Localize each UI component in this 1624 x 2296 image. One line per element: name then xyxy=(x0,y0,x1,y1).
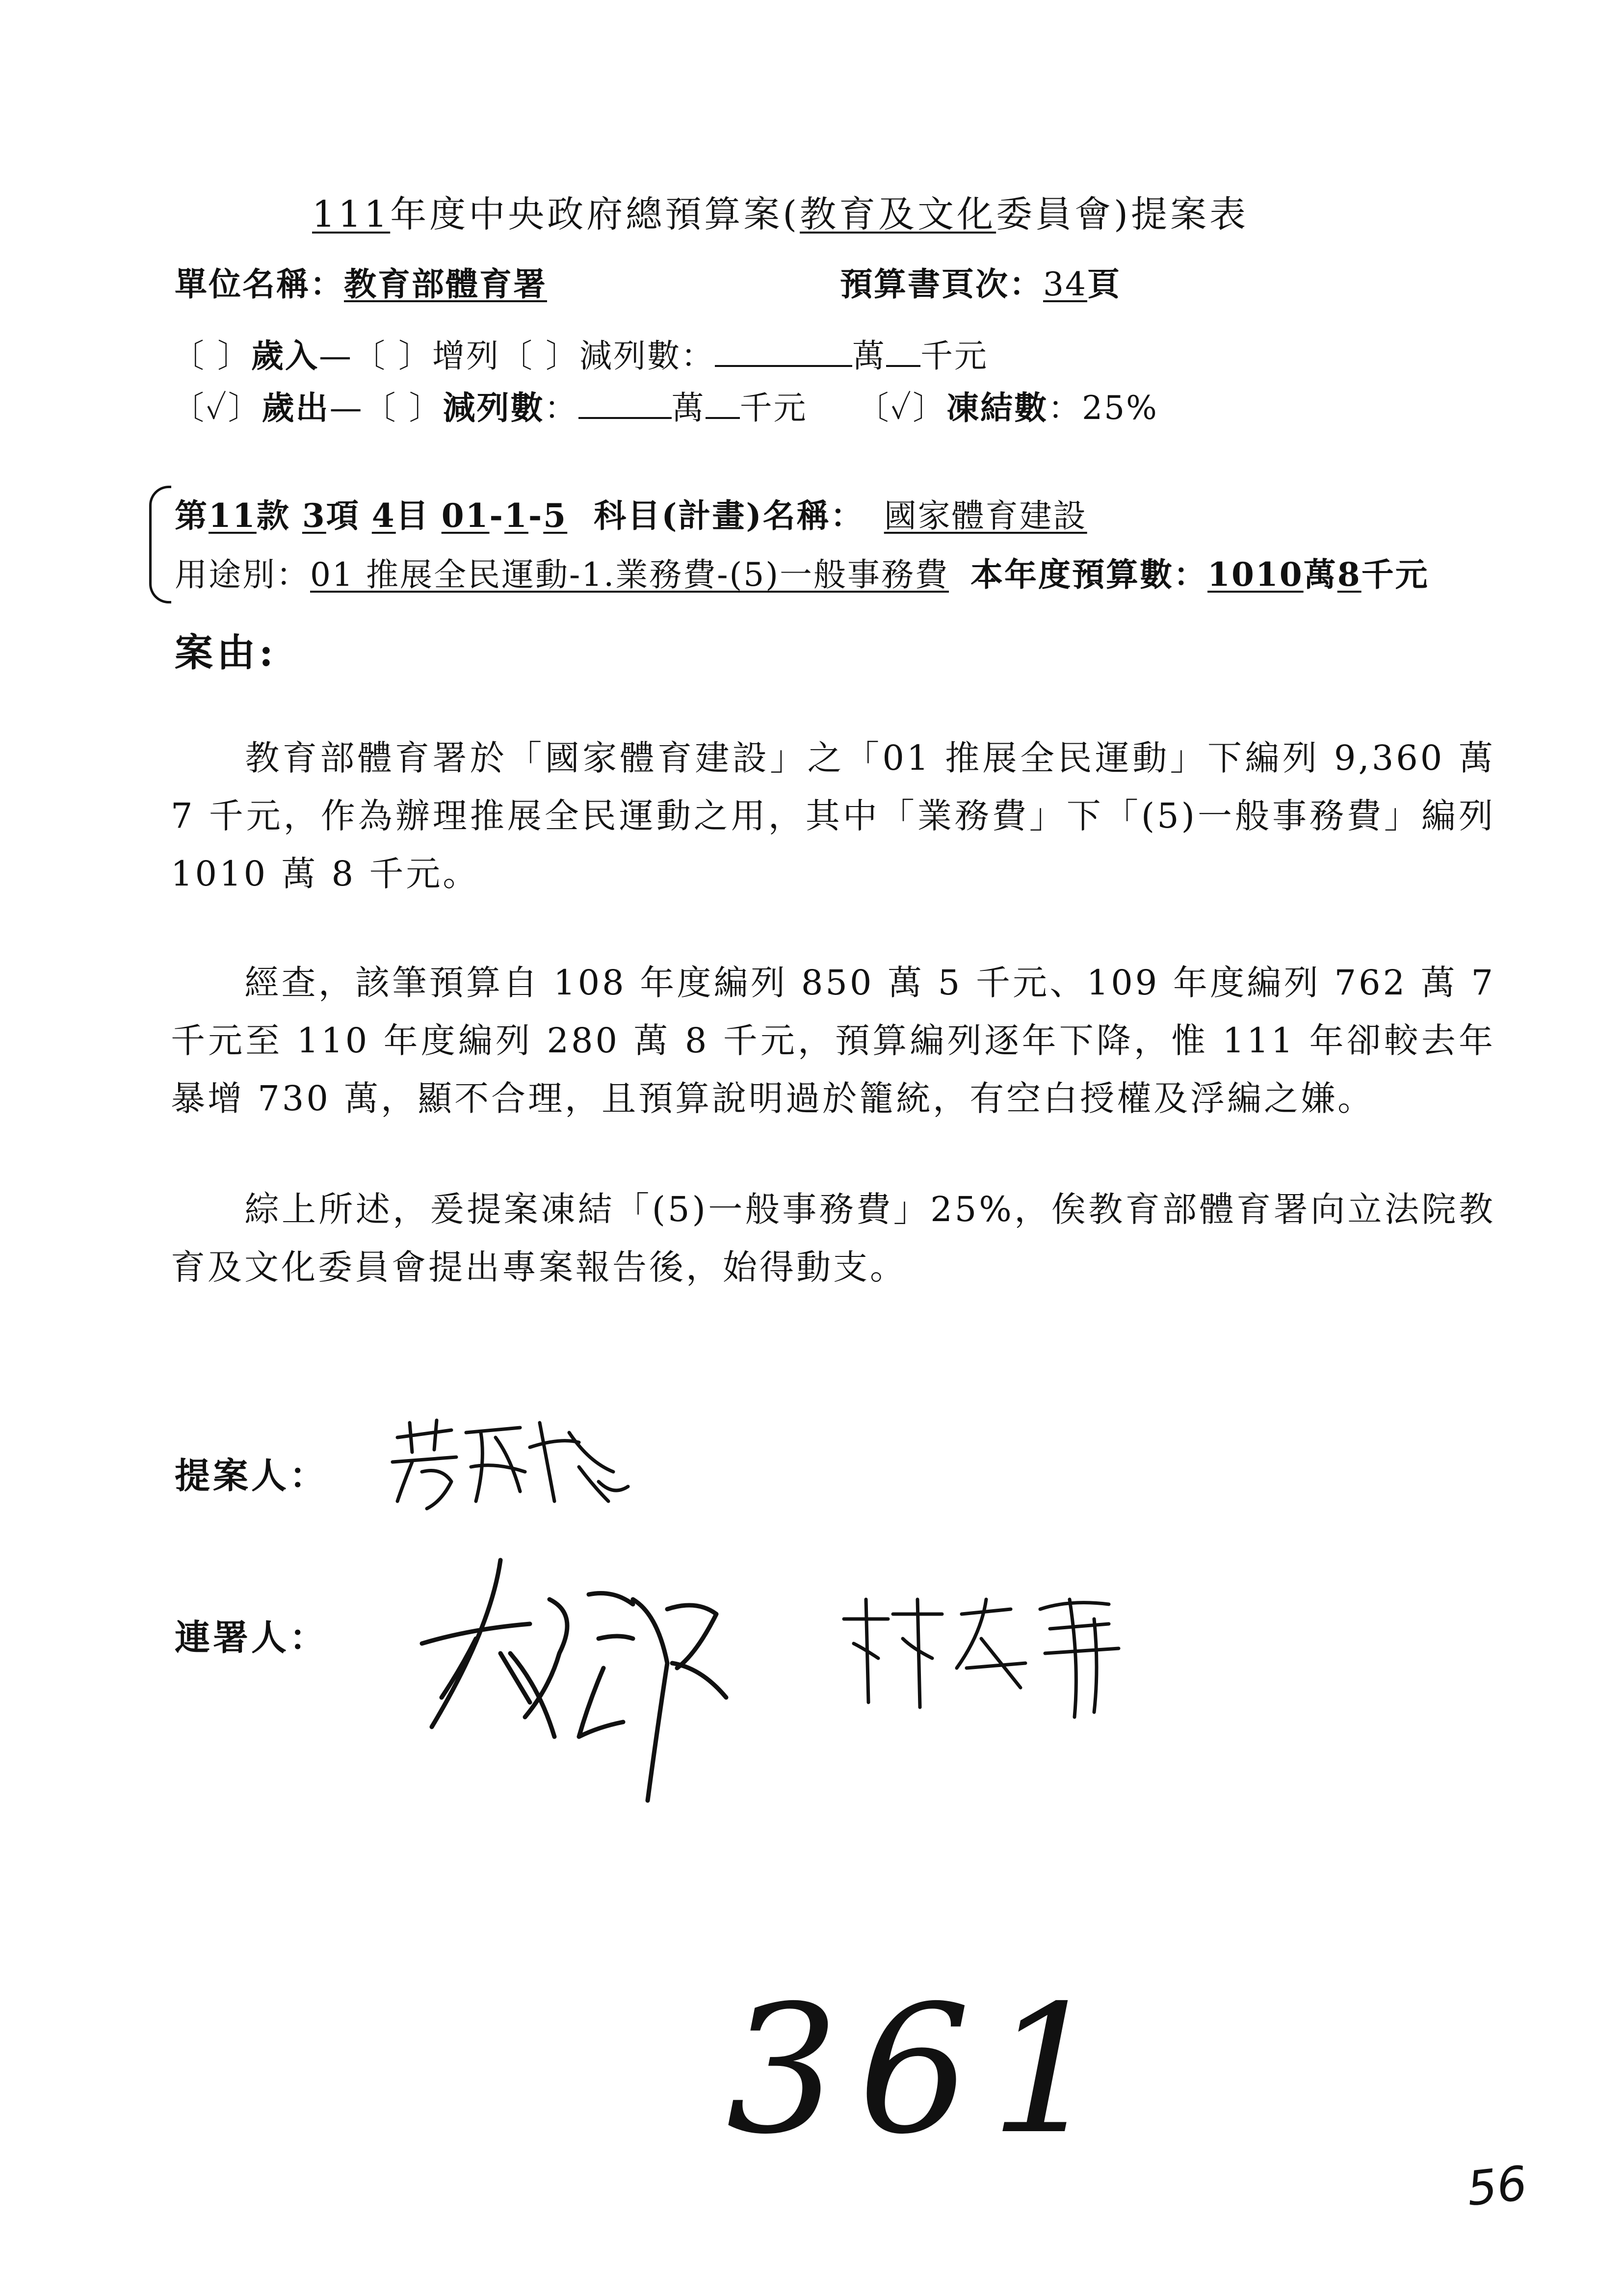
expenditure-checkbox: 〔✓〕 xyxy=(172,389,262,427)
paragraph-1-text: 教育部體育署於「國家體育建設」之「01 推展全民運動」下編列 9,360 萬 7 千元，作為辦理推展全民運動之用，其中「業務費」下「(5)一般事務費」編列 1010 萬 8 千元。 xyxy=(171,738,1495,894)
expenditure-row xyxy=(172,382,1158,428)
document-title xyxy=(312,185,1249,237)
paragraph-3 xyxy=(171,1180,1495,1296)
freeze-value: ：25% xyxy=(1048,389,1158,427)
item-code-a: 01 xyxy=(441,496,490,535)
title-committee: 教育及文化 xyxy=(800,193,996,235)
freeze-checkbox: 〔✓〕 xyxy=(856,389,947,427)
item-di: 第 xyxy=(175,496,209,535)
expenditure-qian-blank xyxy=(706,417,740,419)
proposer-signature xyxy=(383,1403,638,1516)
page-ref-label: 預算書頁次： xyxy=(840,265,1043,303)
item-mu-no: 4 xyxy=(371,496,396,535)
subject-value: 國家體育建設 xyxy=(884,497,1087,535)
page-number: 56 xyxy=(1464,2155,1530,2217)
use-value: 01 推展全民運動-1.業務費-(5)一般事務費 xyxy=(310,556,949,594)
item-brace xyxy=(149,486,171,603)
revenue-qian: 千元 xyxy=(920,337,988,375)
use-label: 用途別： xyxy=(175,556,310,594)
expenditure-qian: 千元 xyxy=(739,389,808,427)
unit-label: 單位名稱： xyxy=(175,265,344,303)
freeze-label: 凍結數 xyxy=(946,389,1048,427)
paragraph-1 xyxy=(171,729,1495,903)
expenditure-dash: —〔 〕 xyxy=(329,389,443,427)
budget-wan: 1010 xyxy=(1207,555,1304,594)
revenue-wan: 萬 xyxy=(852,337,886,375)
page-ref-row xyxy=(840,258,1121,305)
expenditure-wan-blank xyxy=(578,417,672,419)
revenue-row xyxy=(172,330,988,376)
item-code-c: 5 xyxy=(543,496,568,535)
title-mid: 年度中央政府總預算案( xyxy=(390,193,800,235)
item-kuan: 款 xyxy=(256,496,290,535)
title-end: 委員會)提案表 xyxy=(996,193,1249,235)
paragraph-2-text: 經查，該筆預算自 108 年度編列 850 萬 5 千元、109 年度編列 762 萬 7 千元至 110 年度編列 280 萬 8 千元，預算編列逐年下降，惟 111 年卻較去年暴增 730 萬，顯不合理，且預算說明過於籠統，有空白授權及浮編之嫌。 xyxy=(171,963,1495,1119)
paragraph-2 xyxy=(171,954,1495,1127)
budget-wan-unit: 萬 xyxy=(1303,555,1337,594)
unit-value: 教育部體育署 xyxy=(344,265,547,303)
subject-label: 科目(計畫)名稱： xyxy=(594,496,864,535)
proposer-label: 提案人： xyxy=(175,1455,328,1496)
revenue-wan-blank xyxy=(715,365,852,367)
cosigner-label: 連署人： xyxy=(175,1617,328,1658)
item-xiang: 項 xyxy=(326,496,360,535)
expenditure-colon: ： xyxy=(544,389,578,427)
cosigner-signature-2 xyxy=(834,1590,1148,1727)
item-mu: 目 xyxy=(395,496,430,535)
page-ref-value: 34 xyxy=(1043,265,1087,303)
item-code-b: 1 xyxy=(504,496,528,535)
title-year: 111 xyxy=(312,193,391,235)
unit-row xyxy=(175,258,547,305)
paragraph-3-text: 綜上所述，爰提案凍結「(5)一般事務費」25%，俟教育部體育署向立法院教育及文化委員會提出專案報告後，始得動支。 xyxy=(171,1189,1495,1287)
revenue-qian-blank xyxy=(886,365,920,367)
revenue-label: 歲入 xyxy=(251,337,319,375)
expenditure-reduce-label: 減列數 xyxy=(443,389,545,427)
stamp-number: 361 xyxy=(726,1967,1123,2173)
budget-qian-unit: 千元 xyxy=(1361,555,1429,594)
item-xiang-no: 3 xyxy=(302,496,326,535)
revenue-options: —〔 〕增列〔 〕減列數： xyxy=(318,337,715,375)
page-ref-suffix: 頁 xyxy=(1087,265,1121,303)
item-kuan-no: 11 xyxy=(209,496,257,535)
revenue-checkbox: 〔 〕 xyxy=(172,337,251,375)
budget-label: 本年度預算數： xyxy=(970,555,1208,594)
use-row xyxy=(175,548,1429,595)
reason-heading: 案由: xyxy=(175,630,277,675)
cosigner-signature-1 xyxy=(402,1540,756,1805)
item-row: 第11款 3項 4目 01-1-5 科目(計畫)名稱： 國家體育建設 xyxy=(175,490,1107,536)
budget-qian: 8 xyxy=(1337,555,1362,594)
expenditure-wan: 萬 xyxy=(671,389,706,427)
expenditure-label: 歲出 xyxy=(262,389,330,427)
